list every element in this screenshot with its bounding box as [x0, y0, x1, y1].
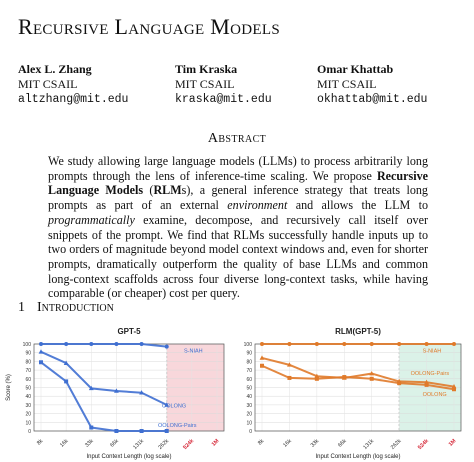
series-line	[41, 344, 167, 347]
y-tick-label: 40	[25, 394, 31, 401]
section-heading	[18, 300, 114, 316]
series-label: OOLONG-Pairs	[158, 423, 197, 429]
y-tick-label: 50	[25, 385, 31, 392]
data-point	[165, 345, 169, 349]
series-label: OOLONG-Pairs	[410, 370, 450, 377]
author-1	[18, 62, 128, 107]
data-point	[140, 342, 144, 346]
data-point	[89, 342, 93, 346]
data-point	[315, 377, 319, 381]
x-tick-label: 262k	[157, 438, 171, 451]
x-tick-label: 262k	[389, 438, 403, 451]
data-point	[397, 381, 401, 385]
author-email[interactable]: altzhang@mit.edu	[18, 93, 129, 106]
y-tick-label: 30	[25, 402, 31, 409]
series-label: OOLONG	[422, 392, 447, 399]
abstract-segment: s), a general inference strategy that treats long prompts as part of an external	[48, 183, 428, 213]
series-label: S-NIAH	[184, 348, 203, 355]
x-tick-label: 131k	[362, 438, 376, 451]
x-tick-label: 1M	[447, 438, 458, 448]
x-tick-label: 131k	[132, 438, 145, 451]
x-tick-label: 8k	[36, 438, 45, 447]
author-affiliation: MIT CSAIL	[175, 77, 235, 91]
y-tick-label: 90	[246, 350, 252, 357]
data-point	[425, 342, 429, 346]
data-point	[39, 342, 43, 346]
data-point	[315, 342, 319, 346]
abstract-bold-term: RLM	[153, 183, 182, 198]
abstract-segment: and allows the LLM to	[287, 198, 429, 213]
chart-title: GPT-5	[117, 327, 141, 336]
y-tick-label: 20	[25, 411, 31, 418]
data-point	[165, 429, 169, 433]
abstract-italic-term: programmatically	[48, 212, 135, 227]
x-tick-label: 33k	[309, 438, 321, 449]
author-name: Tim Kraska	[175, 62, 238, 76]
x-tick-label: 66k	[337, 438, 348, 449]
data-point	[287, 376, 291, 380]
data-point	[260, 364, 264, 368]
data-point	[452, 342, 456, 346]
author-affiliation: MIT CSAIL	[317, 77, 377, 91]
author-name: Omar Khattab	[317, 62, 394, 76]
author-affiliation: MIT CSAIL	[18, 77, 78, 91]
abstract-text	[48, 154, 428, 301]
abstract-heading: Abstract	[207, 131, 267, 146]
y-tick-label: 60	[246, 376, 252, 383]
x-tick-label: 33k	[84, 438, 95, 449]
y-tick-label: 60	[25, 376, 31, 383]
data-point	[370, 342, 374, 346]
data-point	[287, 342, 291, 346]
y-tick-label: 20	[246, 411, 252, 418]
data-point	[342, 342, 346, 346]
author-name: Alex L. Zhang	[18, 62, 92, 76]
y-tick-label: 30	[246, 402, 252, 409]
y-tick-label: 90	[25, 350, 31, 357]
data-point	[452, 387, 456, 391]
x-tick-label: 16k	[282, 438, 293, 449]
data-point	[425, 383, 429, 387]
x-tick-label: 1M	[210, 438, 221, 448]
section-title: Introduction	[37, 300, 114, 315]
data-point	[39, 360, 43, 364]
series-label: S-NIAH	[422, 348, 442, 355]
y-tick-label: 10	[25, 420, 31, 427]
section-number: 1	[18, 300, 25, 315]
y-tick-label: 40	[246, 394, 252, 401]
y-tick-label: 0	[28, 429, 31, 435]
y-tick-label: 100	[243, 342, 252, 348]
author-email[interactable]: kraska@mit.edu	[175, 93, 272, 106]
data-point	[64, 342, 68, 346]
data-point	[64, 379, 68, 383]
y-axis-label: Score (%)	[6, 374, 12, 401]
author-2	[175, 62, 272, 107]
data-point	[260, 342, 264, 346]
data-point	[89, 426, 93, 430]
data-point	[39, 349, 44, 353]
y-tick-label: 80	[246, 359, 252, 366]
abstract-bold-term: Recursive Language Models	[48, 168, 428, 198]
y-tick-label: 50	[246, 385, 252, 392]
paper-title: Recursive Language Models	[18, 14, 281, 39]
x-tick-label: 66k	[109, 438, 120, 449]
abstract-segment: (	[143, 183, 154, 198]
author-3	[317, 62, 427, 107]
x-axis-label: Input Context Length (log scale)	[315, 454, 401, 460]
y-tick-label: 100	[22, 342, 31, 348]
figure-charts	[0, 320, 474, 462]
x-tick-label: 8k	[257, 438, 266, 447]
x-tick-label: 524k	[417, 438, 430, 452]
abstract-segment: We study allowing large language models (LLMs) to process arbitrarily long prompts through the lens of inference-time scaling. We propose	[48, 154, 428, 183]
chart-title: RLM(GPT-5)	[335, 327, 381, 336]
data-point	[140, 429, 144, 433]
y-tick-label: 70	[246, 368, 252, 375]
data-point	[114, 429, 118, 433]
y-tick-label: 10	[246, 420, 252, 427]
abstract-segment: examine, decompose, and recursively call itself over snippets of the prompt. We find that RLMs successfully handle inputs up to two orders of magnitude beyond model context windows and, even for shorter prompts, dramatically outperform the quality of base LLMs and common long-context scaffolds across four diverse long-context tasks, while having comparable (or cheaper) cost per query.	[48, 212, 428, 301]
x-tick-label: 16k	[59, 438, 70, 449]
series-label: OOLONG	[162, 403, 187, 410]
y-tick-label: 80	[25, 359, 31, 366]
x-tick-label: 524k	[182, 438, 196, 452]
series-line	[41, 352, 167, 405]
x-axis-label: Input Context Length (log scale)	[86, 454, 172, 460]
data-point	[397, 342, 401, 346]
y-tick-label: 0	[249, 429, 252, 435]
y-tick-label: 70	[25, 368, 31, 375]
data-point	[114, 342, 118, 346]
author-email[interactable]: okhattab@mit.edu	[317, 93, 428, 106]
data-point	[370, 377, 374, 381]
data-point	[342, 375, 346, 379]
abstract-italic-term: environment	[227, 198, 288, 213]
